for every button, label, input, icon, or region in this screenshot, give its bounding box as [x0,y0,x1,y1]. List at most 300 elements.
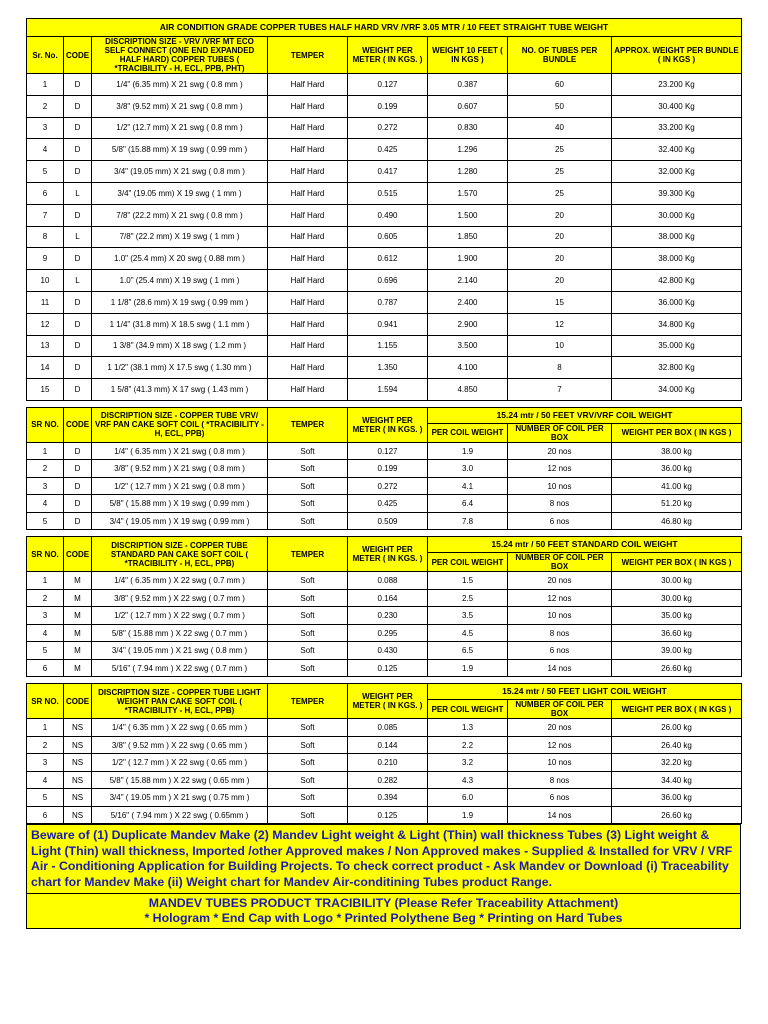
cell-temper: Half Hard [268,248,348,270]
cell-col-7: 20 nos [508,442,612,460]
cell-col-8: 32.800 Kg [612,357,742,379]
table-row [27,182,742,204]
cell-temper: Soft [268,736,348,754]
table-row [27,572,742,590]
cell-col-6: 6.4 [428,495,508,513]
cell-description: 3/8" ( 9.52 mm ) X 22 swg ( 0.65 mm ) [92,736,268,754]
cell-col-7: 10 nos [508,754,612,772]
cell-col-7: 12 nos [508,589,612,607]
cell-code: NS [64,771,92,789]
group-title: 15.24 mtr / 50 FEET VRV/VRF COIL WEIGHT [428,407,742,423]
cell-col-7: 8 nos [508,624,612,642]
cell-weight-per-meter: 0.272 [348,477,428,495]
table-row [27,642,742,660]
cell-description: 1.0" (25.4 mm) X 20 swg ( 0.88 mm ) [92,248,268,270]
table-row [27,95,742,117]
col-header-weight-10-feet: WEIGHT 10 FEET ( IN KGS ) [428,37,508,74]
cell-code: NS [64,719,92,737]
cell-col-6: 1.5 [428,572,508,590]
cell-code: D [64,512,92,530]
cell-sr-no: 4 [27,624,64,642]
cell-col-6: 6.5 [428,642,508,660]
straight-tube-weight-table [26,18,742,401]
cell-col-6: 7.8 [428,512,508,530]
group-title: 15.24 mtr / 50 FEET STANDARD COIL WEIGHT [428,537,742,553]
cell-code: M [64,642,92,660]
cell-weight-per-meter: 0.127 [348,74,428,96]
cell-col-8: 42.800 Kg [612,270,742,292]
cell-code: D [64,442,92,460]
cell-col-8: 38.000 Kg [612,248,742,270]
cell-col-7: 12 nos [508,736,612,754]
cell-sr-no: 4 [27,771,64,789]
col-header-weight-per-bundle: APPROX. WEIGHT PER BUNDLE ( IN KGS ) [612,37,742,74]
cell-temper: Soft [268,589,348,607]
cell-col-6: 1.296 [428,139,508,161]
cell-sr-no: 2 [27,736,64,754]
cell-temper: Half Hard [268,313,348,335]
cell-sr-no: 4 [27,495,64,513]
cell-col-8: 36.60 kg [612,624,742,642]
cell-temper: Soft [268,771,348,789]
cell-sr-no: 2 [27,460,64,478]
cell-col-7: 20 [508,226,612,248]
cell-col-8: 36.00 kg [612,789,742,807]
cell-description: 7/8" (22.2 mm) X 21 swg ( 0.8 mm ) [92,204,268,226]
cell-temper: Soft [268,572,348,590]
cell-code: M [64,572,92,590]
cell-sr-no: 11 [27,291,64,313]
cell-weight-per-meter: 0.941 [348,313,428,335]
warning-note: Beware of (1) Duplicate Mandev Make (2) Mandev Light weight & Light (Thin) wall thickness Tubes (3) Light weight & Light (Thin) wall thickness, Imported /other Approved makes / Non Approved makes - Supplied & Installed for VRV / VRF Air - Conditioning Application for Building Projects. To check correct product - Ask Mandev or Download (i) Traceability chart for Mandev Make (ii) Weight chart for Mandev Air-conditining Tubes product Range. [26,824,741,894]
cell-col-7: 15 [508,291,612,313]
cell-weight-per-meter: 0.199 [348,95,428,117]
cell-col-6: 4.100 [428,357,508,379]
cell-temper: Half Hard [268,161,348,183]
cell-col-6: 1.9 [428,659,508,677]
table-row [27,736,742,754]
cell-description: 1/4" ( 6.35 mm ) X 22 swg ( 0.7 mm ) [92,572,268,590]
cell-col-6: 2.2 [428,736,508,754]
cell-temper: Soft [268,460,348,478]
cell-weight-per-meter: 0.787 [348,291,428,313]
cell-description: 3/4" ( 19.05 mm ) X 21 swg ( 0.75 mm ) [92,789,268,807]
cell-temper: Soft [268,607,348,625]
table-row [27,335,742,357]
cell-col-8: 38.00 kg [612,442,742,460]
cell-weight-per-meter: 0.282 [348,771,428,789]
table-row [27,771,742,789]
table-row [27,74,742,96]
table-row [27,789,742,807]
col-header-code: CODE [64,407,92,442]
cell-col-6: 3.2 [428,754,508,772]
cell-col-6: 1.570 [428,182,508,204]
cell-col-7: 6 nos [508,512,612,530]
col-header-temper: TEMPER [268,684,348,719]
col-header-weight-per-meter: WEIGHT PER METER ( IN KGS. ) [348,684,428,719]
cell-description: 3/8" ( 9.52 mm ) X 22 swg ( 0.7 mm ) [92,589,268,607]
cell-sr-no: 1 [27,572,64,590]
cell-sr-no: 2 [27,589,64,607]
table-row [27,477,742,495]
cell-sr-no: 3 [27,754,64,772]
cell-description: 1/2" ( 12.7 mm ) X 21 swg ( 0.8 mm ) [92,477,268,495]
cell-description: 5/16" ( 7.94 mm ) X 22 swg ( 0.7 mm ) [92,659,268,677]
cell-sr-no: 1 [27,74,64,96]
table-row [27,589,742,607]
table-row [27,139,742,161]
cell-temper: Half Hard [268,291,348,313]
cell-temper: Half Hard [268,95,348,117]
cell-col-8: 51.20 kg [612,495,742,513]
cell-sr-no: 13 [27,335,64,357]
cell-sr-no: 6 [27,659,64,677]
cell-col-8: 26.60 kg [612,806,742,824]
cell-col-8: 41.00 kg [612,477,742,495]
cell-temper: Soft [268,442,348,460]
cell-temper: Soft [268,789,348,807]
light-coil-weight-table [26,683,742,824]
cell-col-6: 3.500 [428,335,508,357]
cell-weight-per-meter: 0.199 [348,460,428,478]
col-header-sr-no: Sr. No. [27,37,64,74]
cell-weight-per-meter: 0.430 [348,642,428,660]
cell-code: NS [64,736,92,754]
cell-code: NS [64,806,92,824]
col-header-code: CODE [64,37,92,74]
cell-col-8: 30.00 kg [612,572,742,590]
cell-weight-per-meter: 0.425 [348,139,428,161]
cell-sr-no: 3 [27,607,64,625]
cell-col-7: 40 [508,117,612,139]
cell-description: 1/4" ( 6.35 mm ) X 22 swg ( 0.65 mm ) [92,719,268,737]
group-title: 15.24 mtr / 50 FEET LIGHT COIL WEIGHT [428,684,742,700]
table-row [27,607,742,625]
cell-temper: Soft [268,624,348,642]
cell-description: 1 1/4" (31.8 mm) X 18.5 swg ( 1.1 mm ) [92,313,268,335]
cell-col-8: 32.000 Kg [612,161,742,183]
cell-sr-no: 1 [27,442,64,460]
table-row [27,460,742,478]
table-row [27,442,742,460]
cell-sr-no: 3 [27,477,64,495]
cell-col-8: 30.400 Kg [612,95,742,117]
cell-description: 1/2" ( 12.7 mm ) X 22 swg ( 0.7 mm ) [92,607,268,625]
cell-description: 1 5/8" (41.3 mm) X 17 swg ( 1.43 mm ) [92,379,268,401]
cell-col-8: 39.300 Kg [612,182,742,204]
table-body [27,74,742,401]
cell-sr-no: 5 [27,512,64,530]
table-row [27,754,742,772]
table-row [27,291,742,313]
cell-code: D [64,248,92,270]
cell-weight-per-meter: 0.605 [348,226,428,248]
cell-col-6: 1.900 [428,248,508,270]
cell-weight-per-meter: 0.088 [348,572,428,590]
cell-code: D [64,117,92,139]
cell-temper: Half Hard [268,204,348,226]
sub-header-per-coil-weight: PER COIL WEIGHT [428,553,508,572]
cell-temper: Half Hard [268,182,348,204]
cell-col-6: 1.500 [428,204,508,226]
col-header-tubes-per-bundle: NO. OF TUBES PER BUNDLE [508,37,612,74]
cell-weight-per-meter: 0.210 [348,754,428,772]
col-header-sr-no: SR NO. [27,407,64,442]
cell-sr-no: 5 [27,642,64,660]
cell-weight-per-meter: 0.127 [348,442,428,460]
cell-code: D [64,335,92,357]
cell-col-8: 36.00 kg [612,460,742,478]
sub-header-weight-per-box: WEIGHT PER BOX ( IN KGS ) [612,700,742,719]
table-row [27,659,742,677]
cell-col-7: 25 [508,161,612,183]
cell-code: M [64,607,92,625]
cell-sr-no: 12 [27,313,64,335]
table-row [27,226,742,248]
cell-description: 3/8" ( 9.52 mm ) X 21 swg ( 0.8 mm ) [92,460,268,478]
cell-temper: Soft [268,477,348,495]
cell-col-7: 50 [508,95,612,117]
cell-col-6: 6.0 [428,789,508,807]
col-header-temper: TEMPER [268,407,348,442]
cell-col-8: 26.40 kg [612,736,742,754]
cell-col-7: 6 nos [508,789,612,807]
cell-description: 1/4" ( 6.35 mm ) X 21 swg ( 0.8 mm ) [92,442,268,460]
cell-code: D [64,313,92,335]
cell-weight-per-meter: 0.085 [348,719,428,737]
vrv-coil-weight-table [26,407,742,531]
table-row [27,313,742,335]
cell-sr-no: 10 [27,270,64,292]
cell-weight-per-meter: 1.350 [348,357,428,379]
cell-description: 7/8" (22.2 mm) X 19 swg ( 1 mm ) [92,226,268,248]
cell-sr-no: 6 [27,182,64,204]
cell-description: 5/8" (15.88 mm) X 19 swg ( 0.99 mm ) [92,139,268,161]
cell-code: L [64,270,92,292]
col-header-description: DISCRIPTION SIZE - COPPER TUBE LIGHT WEIGHT PAN CAKE SOFT COIL ( *TRACIBILITY - H, ECL, PPB) [92,684,268,719]
cell-code: D [64,477,92,495]
cell-col-7: 8 [508,357,612,379]
cell-code: D [64,357,92,379]
cell-sr-no: 9 [27,248,64,270]
col-header-description: DISCRIPTION SIZE - VRV /VRF MT ECO SELF CONNECT (ONE END EXPANDED HALF HARD) COPPER TUBES ( *TRACIBILITY - H, ECL, PPB, PHT) [92,37,268,74]
cell-col-6: 0.830 [428,117,508,139]
cell-col-7: 6 nos [508,642,612,660]
cell-code: L [64,182,92,204]
table-row [27,161,742,183]
cell-temper: Soft [268,495,348,513]
cell-col-8: 32.20 kg [612,754,742,772]
cell-col-6: 1.850 [428,226,508,248]
cell-col-7: 12 nos [508,460,612,478]
cell-col-6: 0.387 [428,74,508,96]
cell-col-8: 34.800 Kg [612,313,742,335]
cell-sr-no: 4 [27,139,64,161]
cell-description: 5/8" ( 15.88 mm ) X 19 swg ( 0.99 mm ) [92,495,268,513]
cell-temper: Half Hard [268,270,348,292]
sub-header-per-coil-weight: PER COIL WEIGHT [428,423,508,442]
cell-col-6: 1.9 [428,442,508,460]
col-header-weight-per-meter: WEIGHT PER METER ( IN KGS. ) [348,407,428,442]
table-row [27,624,742,642]
cell-temper: Soft [268,642,348,660]
footer-line-1: MANDEV TUBES PRODUCT TRACIBILITY (Please Refer Traceability Attachment) [148,896,619,911]
cell-col-7: 60 [508,74,612,96]
traceability-footer [26,894,741,929]
cell-temper: Soft [268,659,348,677]
cell-code: NS [64,754,92,772]
cell-col-7: 10 [508,335,612,357]
sub-header-coils-per-box: NUMBER OF COIL PER BOX [508,700,612,719]
cell-code: D [64,460,92,478]
cell-col-6: 2.900 [428,313,508,335]
cell-temper: Soft [268,754,348,772]
footer-line-2: * Hologram * End Cap with Logo * Printed Polythene Beg * Printing on Hard Tubes [144,911,623,926]
col-header-sr-no: SR NO. [27,684,64,719]
cell-col-8: 34.000 Kg [612,379,742,401]
col-header-code: CODE [64,537,92,572]
cell-col-6: 4.1 [428,477,508,495]
cell-col-8: 39.00 kg [612,642,742,660]
cell-col-7: 25 [508,182,612,204]
cell-temper: Half Hard [268,74,348,96]
cell-code: D [64,139,92,161]
cell-code: NS [64,789,92,807]
cell-description: 3/8" (9.52 mm) X 21 swg ( 0.8 mm ) [92,95,268,117]
cell-col-7: 25 [508,139,612,161]
cell-description: 1/4" (6.35 mm) X 21 swg ( 0.8 mm ) [92,74,268,96]
cell-code: M [64,589,92,607]
cell-col-8: 36.000 Kg [612,291,742,313]
col-header-description: DISCRIPTION SIZE - COPPER TUBE STANDARD PAN CAKE SOFT COIL ( *TRACIBILITY - H, ECL, PPB) [92,537,268,572]
cell-code: M [64,659,92,677]
table-body [27,572,742,677]
cell-col-8: 30.000 Kg [612,204,742,226]
table-row [27,379,742,401]
cell-description: 1.0" (25.4 mm) X 19 swg ( 1 mm ) [92,270,268,292]
cell-description: 1 1/8" (28.6 mm) X 19 swg ( 0.99 mm ) [92,291,268,313]
cell-sr-no: 3 [27,117,64,139]
cell-sr-no: 7 [27,204,64,226]
cell-col-7: 12 [508,313,612,335]
cell-sr-no: 1 [27,719,64,737]
cell-weight-per-meter: 0.125 [348,659,428,677]
table-row [27,495,742,513]
cell-col-7: 14 nos [508,806,612,824]
cell-col-7: 7 [508,379,612,401]
cell-col-6: 2.140 [428,270,508,292]
cell-col-8: 26.60 kg [612,659,742,677]
cell-code: D [64,495,92,513]
table-row [27,204,742,226]
sub-header-coils-per-box: NUMBER OF COIL PER BOX [508,553,612,572]
cell-col-6: 2.5 [428,589,508,607]
cell-weight-per-meter: 0.164 [348,589,428,607]
table-row [27,512,742,530]
cell-sr-no: 5 [27,161,64,183]
col-header-sr-no: SR NO. [27,537,64,572]
cell-col-7: 20 nos [508,719,612,737]
cell-description: 1 1/2" (38.1 mm) X 17.5 swg ( 1.30 mm ) [92,357,268,379]
cell-col-7: 8 nos [508,771,612,789]
cell-col-8: 35.00 kg [612,607,742,625]
cell-col-7: 10 nos [508,607,612,625]
cell-description: 3/4" ( 19.05 mm ) X 21 swg ( 0.8 mm ) [92,642,268,660]
cell-sr-no: 5 [27,789,64,807]
cell-temper: Half Hard [268,117,348,139]
cell-weight-per-meter: 0.272 [348,117,428,139]
cell-col-7: 14 nos [508,659,612,677]
cell-col-6: 2.400 [428,291,508,313]
col-header-description: DISCRIPTION SIZE - COPPER TUBE VRV/ VRF PAN CAKE SOFT COIL ( *TRACIBILITY - H, ECL, PPB) [92,407,268,442]
cell-weight-per-meter: 0.230 [348,607,428,625]
col-header-weight-per-meter: WEIGHT PER METER ( IN KGS. ) [348,37,428,74]
cell-description: 1/2" (12.7 mm) X 21 swg ( 0.8 mm ) [92,117,268,139]
cell-col-6: 3.5 [428,607,508,625]
cell-description: 5/8" ( 15.88 mm ) X 22 swg ( 0.65 mm ) [92,771,268,789]
cell-description: 5/8" ( 15.88 mm ) X 22 swg ( 0.7 mm ) [92,624,268,642]
cell-weight-per-meter: 0.425 [348,495,428,513]
table-body [27,719,742,824]
cell-weight-per-meter: 0.509 [348,512,428,530]
sub-header-per-coil-weight: PER COIL WEIGHT [428,700,508,719]
cell-sr-no: 8 [27,226,64,248]
cell-description: 3/4" ( 19.05 mm ) X 19 swg ( 0.99 mm ) [92,512,268,530]
cell-description: 1/2" ( 12.7 mm ) X 22 swg ( 0.65 mm ) [92,754,268,772]
cell-description: 3/4" (19.05 mm) X 21 swg ( 0.8 mm ) [92,161,268,183]
cell-code: L [64,226,92,248]
cell-col-7: 20 nos [508,572,612,590]
cell-col-8: 33.200 Kg [612,117,742,139]
cell-weight-per-meter: 1.594 [348,379,428,401]
cell-col-8: 38.000 Kg [612,226,742,248]
cell-col-7: 20 [508,204,612,226]
cell-col-8: 35.000 Kg [612,335,742,357]
cell-weight-per-meter: 1.155 [348,335,428,357]
cell-code: D [64,161,92,183]
standard-coil-weight-table [26,536,742,677]
cell-weight-per-meter: 0.394 [348,789,428,807]
cell-col-8: 32.400 Kg [612,139,742,161]
col-header-code: CODE [64,684,92,719]
cell-code: D [64,95,92,117]
cell-temper: Soft [268,719,348,737]
cell-description: 1 3/8" (34.9 mm) X 18 swg ( 1.2 mm ) [92,335,268,357]
cell-col-6: 4.850 [428,379,508,401]
cell-weight-per-meter: 0.515 [348,182,428,204]
cell-weight-per-meter: 0.144 [348,736,428,754]
cell-col-6: 3.0 [428,460,508,478]
cell-sr-no: 15 [27,379,64,401]
cell-col-7: 20 [508,248,612,270]
cell-col-6: 0.607 [428,95,508,117]
cell-col-7: 10 nos [508,477,612,495]
cell-code: D [64,204,92,226]
cell-temper: Half Hard [268,226,348,248]
cell-weight-per-meter: 0.125 [348,806,428,824]
cell-temper: Half Hard [268,379,348,401]
section-title: AIR CONDITION GRADE COPPER TUBES HALF HARD VRV /VRF 3.05 MTR / 10 FEET STRAIGHT TUBE WEIGHT [27,19,742,37]
col-header-temper: TEMPER [268,537,348,572]
cell-weight-per-meter: 0.612 [348,248,428,270]
weight-chart-sheet [26,18,741,929]
cell-description: 3/4" (19.05 mm) X 19 swg ( 1 mm ) [92,182,268,204]
cell-weight-per-meter: 0.696 [348,270,428,292]
cell-weight-per-meter: 0.295 [348,624,428,642]
cell-temper: Soft [268,806,348,824]
cell-code: D [64,74,92,96]
